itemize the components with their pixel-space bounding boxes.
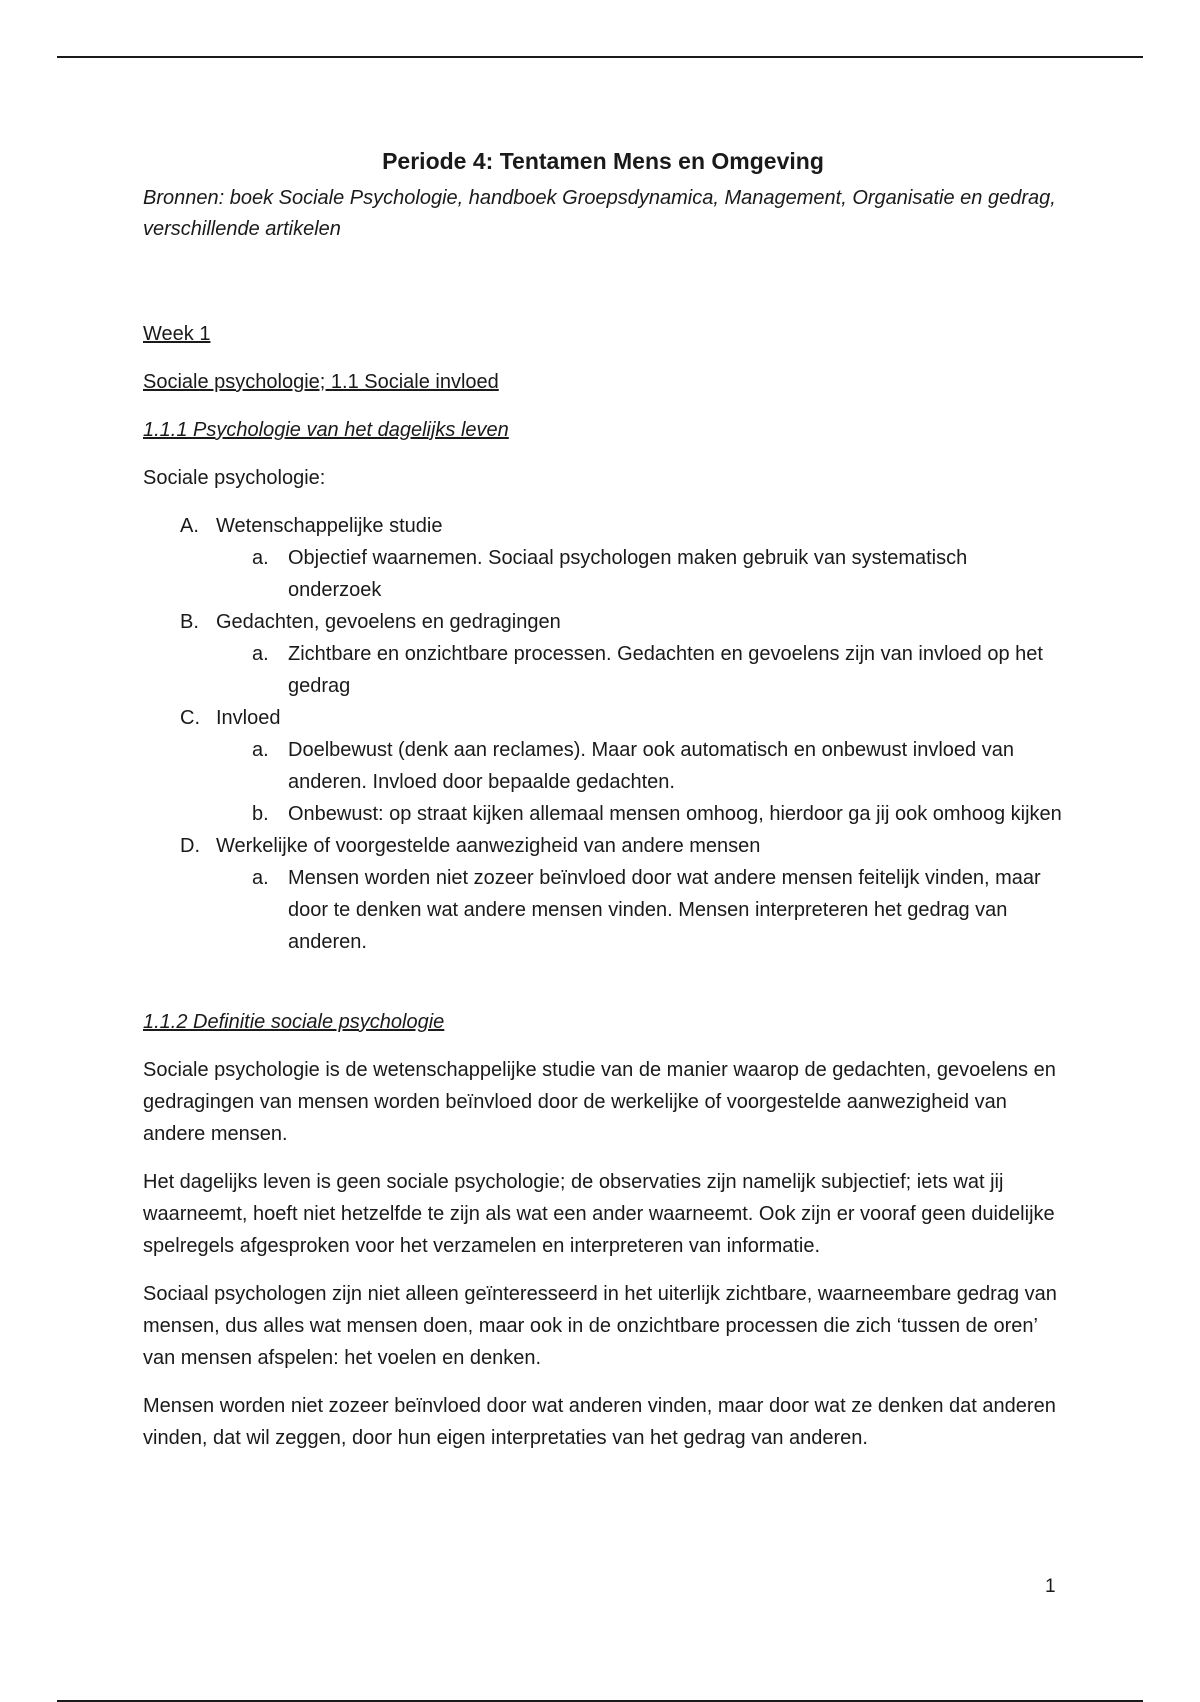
chapter-heading: Sociale psychologie; 1.1 Sociale invloed bbox=[143, 371, 499, 393]
sub-list-item-text: Zichtbare en onzichtbare processen. Gedachten en gevoelens zijn van invloed op het gedrag bbox=[288, 643, 1043, 697]
list-item-text: Invloed bbox=[216, 707, 281, 729]
sub-list-item-text: Mensen worden niet zozeer beïnvloed door wat andere mensen feitelijk vinden, maar door te denken wat andere mensen vinden. Mensen interpreteren het gedrag van anderen. bbox=[288, 867, 1041, 953]
list-item bbox=[143, 702, 1063, 830]
list-item-text: Werkelijke of voorgestelde aanwezigheid van andere mensen bbox=[216, 835, 761, 857]
paragraph: Mensen worden niet zozeer beïnvloed door wat anderen vinden, maar door wat ze denken dat anderen vinden, dat wil zeggen, door hun eigen interpretaties van het gedrag van anderen. bbox=[143, 1395, 1056, 1449]
week-heading: Week 1 bbox=[143, 323, 211, 345]
sources-line: Bronnen: boek Sociale Psychologie, handboek Groepsdynamica, Management, Organisatie en gedrag, verschillende artikelen bbox=[143, 187, 1056, 240]
sub-list-item bbox=[216, 734, 1063, 798]
sub-list-item bbox=[216, 798, 1063, 830]
sub-list bbox=[216, 734, 1063, 830]
document-title: Periode 4: Tentamen Mens en Omgeving bbox=[382, 148, 824, 174]
list-marker: B. bbox=[180, 611, 199, 633]
sub-list bbox=[216, 638, 1063, 702]
sub-list-item-text: Doelbewust (denk aan reclames). Maar ook automatisch en onbewust invloed van anderen. Invloed door bepaalde gedachten. bbox=[288, 739, 1014, 793]
sub-list-marker: a. bbox=[252, 547, 269, 569]
list-item bbox=[143, 606, 1063, 702]
header-rule bbox=[57, 56, 1143, 58]
sub-list-item bbox=[216, 542, 1063, 606]
sub-list-item bbox=[216, 862, 1063, 958]
sub-list-marker: b. bbox=[252, 803, 269, 825]
document-page bbox=[143, 145, 1063, 1454]
sub-list-item-text: Objectief waarnemen. Sociaal psychologen maken gebruik van systematisch onderzoek bbox=[288, 547, 968, 601]
paragraph: Het dagelijks leven is geen sociale psychologie; de observaties zijn namelijk subjectief; iets wat jij waarneemt, hoeft niet hetzelfde te zijn als wat een ander waarneemt. Ook zijn er vooraf geen duidelijke spelregels afgesproken voor het verzamelen en interpreteren van informatie. bbox=[143, 1171, 1055, 1257]
list-marker: D. bbox=[180, 835, 200, 857]
sub-list bbox=[216, 542, 1063, 606]
list-item bbox=[143, 830, 1063, 958]
page-number: 1 bbox=[1045, 1576, 1056, 1597]
paragraph: Sociale psychologie is de wetenschappelijke studie van de manier waarop de gedachten, gevoelens en gedragingen van mensen worden beïnvloed door de werkelijke of voorgestelde aanwezigheid van andere mensen. bbox=[143, 1059, 1056, 1145]
section-heading-1-1-1: 1.1.1 Psychologie van het dagelijks leven bbox=[143, 419, 509, 441]
list-item-text: Gedachten, gevoelens en gedragingen bbox=[216, 611, 561, 633]
list-item bbox=[143, 510, 1063, 606]
section-heading-1-1-2: 1.1.2 Definitie sociale psychologie bbox=[143, 1011, 445, 1033]
outline-list bbox=[143, 510, 1063, 958]
list-marker: C. bbox=[180, 707, 200, 729]
sub-list-marker: a. bbox=[252, 867, 269, 889]
sub-list-marker: a. bbox=[252, 643, 269, 665]
sub-list-item bbox=[216, 638, 1063, 702]
sub-list-marker: a. bbox=[252, 739, 269, 761]
paragraph: Sociaal psychologen zijn niet alleen geïnteresseerd in het uiterlijk zichtbare, waarneembare gedrag van mensen, dus alles wat mensen doen, maar ook in de onzichtbare processen die zich ‘tussen de oren’ van mensen afspelen: het voelen en denken. bbox=[143, 1283, 1057, 1369]
list-marker: A. bbox=[180, 515, 199, 537]
sub-list bbox=[216, 862, 1063, 958]
lead-text: Sociale psychologie: bbox=[143, 467, 326, 489]
list-item-text: Wetenschappelijke studie bbox=[216, 515, 443, 537]
sub-list-item-text: Onbewust: op straat kijken allemaal mensen omhoog, hierdoor ga jij ook omhoog kijken bbox=[288, 803, 1062, 825]
